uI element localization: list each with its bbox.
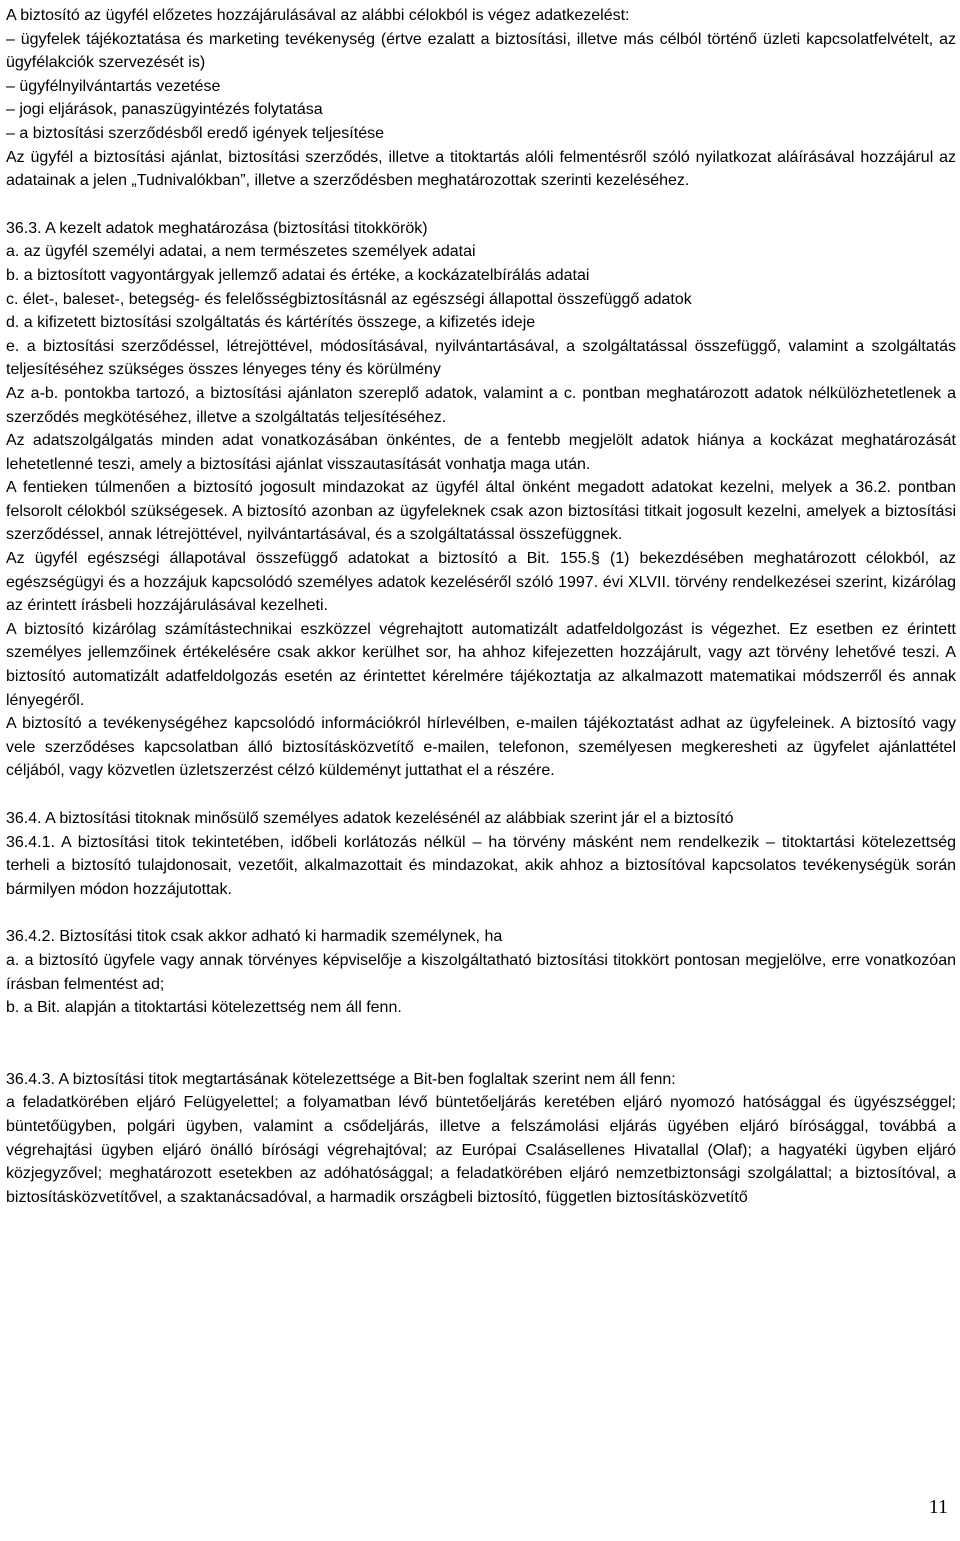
list-item-e: e. a biztosítási szerződéssel, létrejöttével, módosításával, nyilvántartásával, a szolgáltatással összefüggő, valamint a szolgáltatás teljesítéséhez szükséges összes lényeges tény és körülmény xyxy=(6,337,956,379)
list-item-a: a. a biztosító ügyfele vagy annak törvényes képviselője a kiszolgáltatható biztosítási titokkört pontosan megjelölve, erre vonatkozóan írásban felmentést ad; xyxy=(6,951,956,993)
list-item-b: b. a biztosított vagyontárgyak jellemző adatai és értéke, a kockázatelbírálás adatai xyxy=(6,266,590,284)
paragraph-36-4-3: a feladatkörében eljáró Felügyelettel; a folyamatban lévő büntetőeljárás keretében eljáró nyomozó hatósággal és ügyészséggel; büntetőügyben, polgári ügyben, valamint a csődeljárás, illetve a felszámolási eljárás ügyében eljáró bírósággal, továbbá a végrehajtási ügyben eljáró önálló bírósági végrehajtóval; az Európai Csalásellenes Hivatallal (Olaf); a hagyatéki ügyben eljáró közjegyzővel; meghatározott esetekben az adóhatósággal; a feladatkörében eljáró nemzetbiztonsági szolgálattal; a biztosítóval, a biztosításközvetítővel, a szaktanácsadóval, a harmadik országbeli biztosító, független biztosításközvetítő xyxy=(6,1094,956,1206)
list-item-c: c. élet-, baleset-, betegség- és felelősségbiztosításnál az egészségi állapottal összefüggő adatok xyxy=(6,290,692,308)
section-heading-36-4: 36.4. A biztosítási titoknak minősülő személyes adatok kezelésénél az alábbiak szerint jár el a biztosító xyxy=(6,810,734,827)
intro-item: – ügyfelek tájékoztatása és marketing tevékenység (értve ezalatt a biztosítási, illetve más célból történő üzleti kapcsolatfelvételt, az ügyfélakciók szervezését is) xyxy=(6,30,956,72)
paragraph-36-4-1: 36.4.1. A biztosítási titok tekintetében, időbeli korlátozás nélkül – ha törvény másként nem rendelkezik – titoktartási kötelezettség terheli a biztosító tulajdonosait, vezetőit, alkalmazottait és mindazokat, akik ahhoz a biztosítóval kapcsolatos tevékenységük során bármilyen módon hozzájutottak. xyxy=(6,833,956,898)
page-number: 11 xyxy=(928,1496,948,1518)
consent-paragraph: Az ügyfél a biztosítási ajánlat, biztosítási szerződés, illetve a titoktartás alóli felmentésről szóló nyilatkozat aláírásával hozzájárul az adatainak a jelen „Tudnivalókban”, illetve a szerződésben meghatározottak szerinti kezeléséhez. xyxy=(6,148,956,190)
list-item-d: d. a kifizetett biztosítási szolgáltatás és kártérítés összege, a kifizetés ideje xyxy=(6,314,536,332)
intro-item: – ügyfélnyilvántartás vezetése xyxy=(6,77,221,95)
heading-36-4-2: 36.4.2. Biztosítási titok csak akkor adható ki harmadik személynek, ha xyxy=(6,928,503,946)
heading-36-4-3: 36.4.3. A biztosítási titok megtartásának kötelezettsége a Bit-ben foglaltak szerint nem áll fenn: xyxy=(6,1070,676,1088)
intro-item: – jogi eljárások, panaszügyintézés folytatása xyxy=(6,101,323,119)
paragraph: Az a-b. pontokba tartozó, a biztosítási ajánlaton szereplő adatok, valamint a c. pontban meghatározott adatok nélkülözhetetlenek a szerződés megkötéséhez, illetve a szolgáltatás teljesítéséhez. xyxy=(6,384,956,426)
paragraph: A fentieken túlmenően a biztosító jogosult mindazokat az ügyfél által önként megadott adatokat kezelni, melyek a 36.2. pontban felsorolt célokból szükségesek. A biztosító azonban az ügyfeleknek csak azon biztosítási titkait jogosult kezelni, amelyek a biztosítási szerződéssel, annak létrejöttével, nyilvántartásával, és a szolgáltatással összefüggnek. xyxy=(6,479,956,544)
paragraph: A biztosító kizárólag számítástechnikai eszközzel végrehajtott automatizált adatfeldolgozást is végezhet. Ez esetben ez érintett személyes jellemzőinek értékelésére csak akkor kerülhet sor, ha ahhoz kifejezetten hozzájárult, vagy azt törvény lehetővé teszi. A biztosító automatizált adatfeldolgozás esetén az érintettet kérelmére tájékoztatja az alkalmazott matematikai módszerről és annak lényegéről. xyxy=(6,620,956,709)
section-heading-36-3: 36.3. A kezelt adatok meghatározása (biztosítási titokkörök) xyxy=(6,219,428,237)
paragraph: A biztosító a tevékenységéhez kapcsolódó információkról hírlevélben, e-mailen tájékoztatást adhat az ügyfeleinek. A biztosító vagy vele szerződéses kapcsolatban álló biztosításközvetítő e-mailen, telefonon, személyesen megkeresheti az ügyfelet ajánlattétel céljából, vagy közvetlen üzletszerzést célzó küldeményt juttathat el a részére. xyxy=(6,715,956,780)
document-page xyxy=(6,4,956,1209)
paragraph: Az ügyfél egészségi állapotával összefüggő adatokat a biztosító a Bit. 155.§ (1) bekezdésében meghatározott célokból, az egészségügyi és a hozzájuk kapcsolódó személyes adatok kezeléséről szóló 1997. évi XLVII. törvény rendelkezései szerint, kizárólag az érintett írásbeli hozzájárulásával kezelheti. xyxy=(6,550,956,615)
paragraph: Az adatszolgálgatás minden adat vonatkozásában önkéntes, de a fentebb megjelölt adatok hiánya a kockázat meghatározását lehetetlenné teszi, amely a biztosítási ajánlat visszautasítását vonhatja maga után. xyxy=(6,432,956,473)
intro-item: – a biztosítási szerződésből eredő igények teljesítése xyxy=(6,124,384,142)
intro-lead: A biztosító az ügyfél előzetes hozzájárulásával az alábbi célokból is végez adatkezelést: xyxy=(6,7,630,24)
list-item-a: a. az ügyfél személyi adatai, a nem természetes személyek adatai xyxy=(6,243,476,261)
list-item-b: b. a Bit. alapján a titoktartási kötelezettség nem áll fenn. xyxy=(6,999,402,1017)
